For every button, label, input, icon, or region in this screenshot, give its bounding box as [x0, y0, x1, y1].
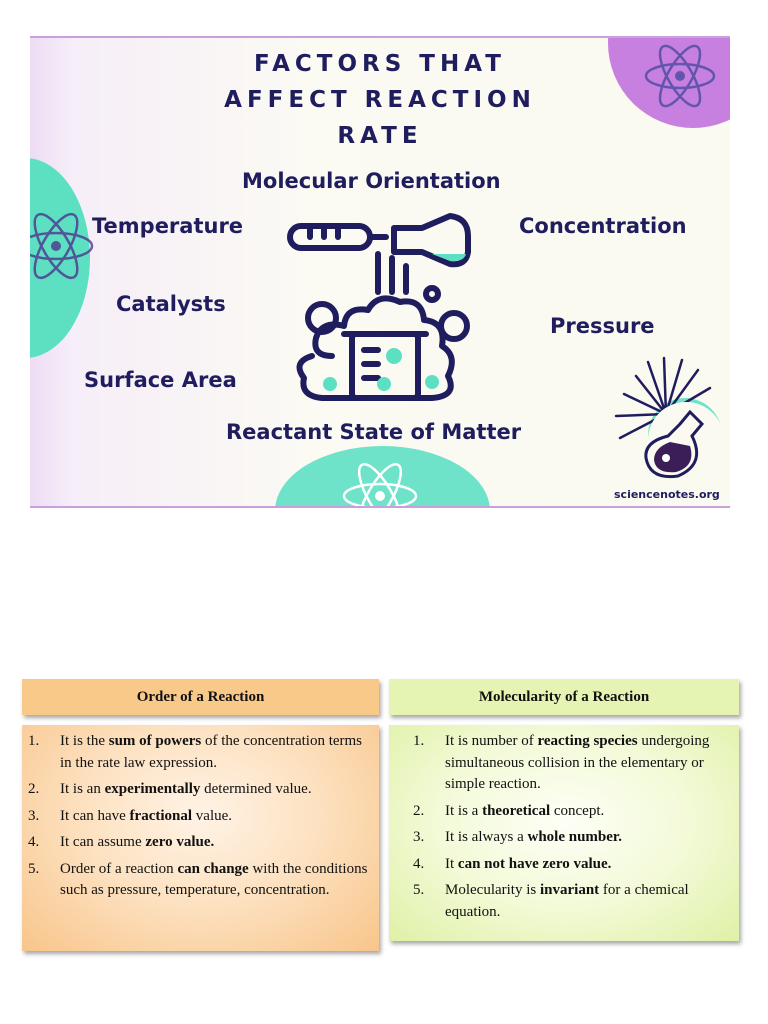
factor-surface-area: Surface Area	[84, 368, 237, 392]
list-item: 1. It is number of reacting species undergoing simultaneous collision in the elementary or simple reaction.	[413, 733, 710, 792]
factor-reactant-state: Reactant State of Matter	[226, 420, 522, 444]
reaction-rate-infographic	[30, 36, 730, 508]
list-item: 2. It is a theoretical concept.	[413, 802, 605, 819]
factor-concentration: Concentration	[519, 214, 687, 238]
factor-pressure: Pressure	[550, 314, 655, 338]
atom-icon	[30, 206, 96, 286]
order-of-reaction-table	[22, 679, 379, 951]
list-item: 1. It is the sum of powers of the concentration terms in the rate law expression.	[28, 733, 363, 771]
molecularity-table-body	[389, 725, 739, 941]
list-item: 2. It is an experimentally determined value.	[28, 781, 312, 797]
atom-icon	[642, 38, 718, 114]
factor-catalysts: Catalysts	[116, 292, 226, 316]
molecularity-table	[389, 679, 739, 941]
flask-icon	[606, 354, 726, 484]
atom-icon	[338, 456, 422, 508]
order-table-body	[22, 725, 379, 951]
molecularity-table-header: Molecularity of a Reaction	[389, 679, 739, 715]
infographic-title: FACTORS THAT AFFECT REACTION RATE	[224, 51, 536, 149]
list-item: 4. It can not have zero value.	[413, 855, 612, 872]
list-item: 5. Molecularity is invariant for a chemical equation.	[413, 882, 689, 920]
list-item: 3. It can have fractional value.	[28, 807, 233, 824]
lab-glassware-icon	[282, 206, 478, 402]
list-item: 5. Order of a reaction can change with the conditions such as pressure, temperature, concentration.	[28, 860, 368, 898]
order-table-header: Order of a Reaction	[22, 679, 379, 715]
list-item: 4. It can assume zero value.	[28, 834, 215, 850]
source-credit: sciencenotes.org	[614, 488, 720, 501]
list-item: 3. It is always a whole number.	[413, 829, 622, 845]
factor-temperature: Temperature	[92, 214, 244, 238]
factor-molecular-orientation: Molecular Orientation	[242, 169, 501, 193]
